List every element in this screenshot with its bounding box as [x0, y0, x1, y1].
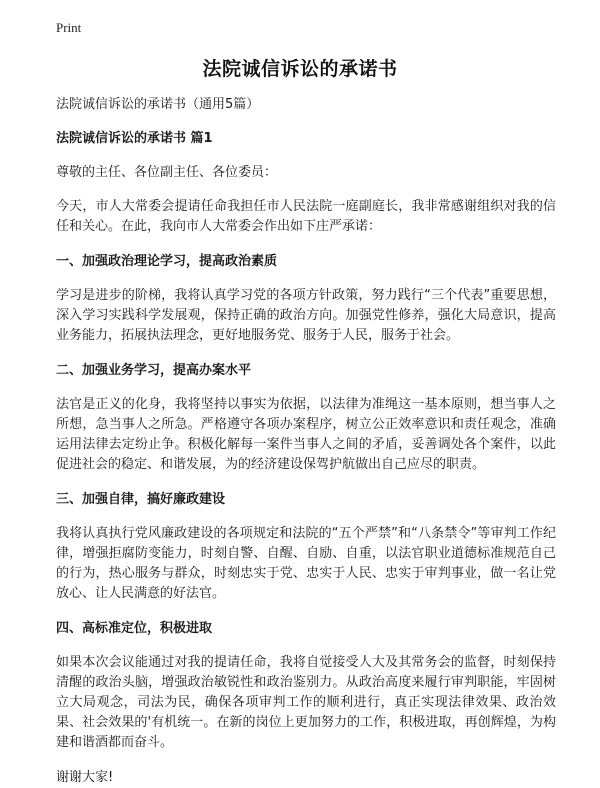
- section-2-heading: 二、加强业务学习，提高办案水平: [56, 363, 252, 378]
- document-subtitle: 法院诚信诉讼的承诺书（通用5篇）: [56, 97, 260, 112]
- salutation: 尊敬的主任、各位副主任、各位委员：: [56, 165, 278, 180]
- print-link[interactable]: Print: [56, 20, 82, 35]
- section-3-heading: 三、加强自律，搞好廉政建设: [56, 492, 226, 507]
- section-4-heading: 四、高标准定位，积极进取: [56, 621, 213, 636]
- section-3-body: 我将认真执行党风廉政建设的各项规定和法院的“五个严禁”和“八条禁令”等审判工作纪律，增强拒腐防变能力，时刻自警、自醒、自励、自重，以法官职业道德标准规范自己的行为，热心服务与群众，时刻忠实于党、忠实于人民、忠实于审判事业，做一名让党放心、让人民满意的好法官。: [56, 526, 556, 601]
- section-1-heading: 一、加强政治理论学习，提高政治素质: [56, 254, 278, 269]
- section-heading: 法院诚信诉讼的承诺书 篇1: [56, 131, 213, 146]
- closing-remark: 谢谢大家!: [56, 770, 114, 785]
- document-body: [56, 95, 556, 788]
- page-title: 法院诚信诉讼的承诺书: [202, 58, 398, 80]
- section-2-body: 法官是正义的化身，我将坚持以事实为依据，以法律为准绳这一基本原则，想当事人之所想，急当事人之所急。严格遵守各项办案程序，树立公正效率意识和责任观念，准确运用法律去定纷止争。积极化解每一案件当事人之间的矛盾，妥善调处各个案件，以此促进社会的稳定、和谐发展，为的经济建设保驾护航做出自己应尽的职责。: [56, 397, 556, 472]
- intro-paragraph: 今天，市人大常委会提请任命我担任市人民法院一庭副庭长，我非常感谢组织对我的信任和关心。在此，我向市人大常委会作出如下庄严承诺：: [56, 199, 556, 234]
- section-1-body: 学习是进步的阶梯，我将认真学习党的各项方针政策，努力践行“三个代表”重要思想，深入学习实践科学发展观，保持正确的政治方向。加强党性修养，强化大局意识，提高业务能力，拓展执法理念，更好地服务党、服务于人民，服务于社会。: [56, 288, 556, 343]
- section-4-body: 如果本次会议能通过对我的提请任命，我将自觉接受人大及其常务会的监督，时刻保持清醒的政治头脑，增强政治敏锐性和政治鉴别力。从政治高度来履行审判职能，牢固树立大局观念，司法为民，确保各项审判工作的顺利进行，真正实现法律效果、政治效果、社会效果的'有机统一。在新的岗位上更加努力的工作，积极进取，再创辉煌，为构建和谐酒都而奋斗。: [56, 655, 556, 750]
